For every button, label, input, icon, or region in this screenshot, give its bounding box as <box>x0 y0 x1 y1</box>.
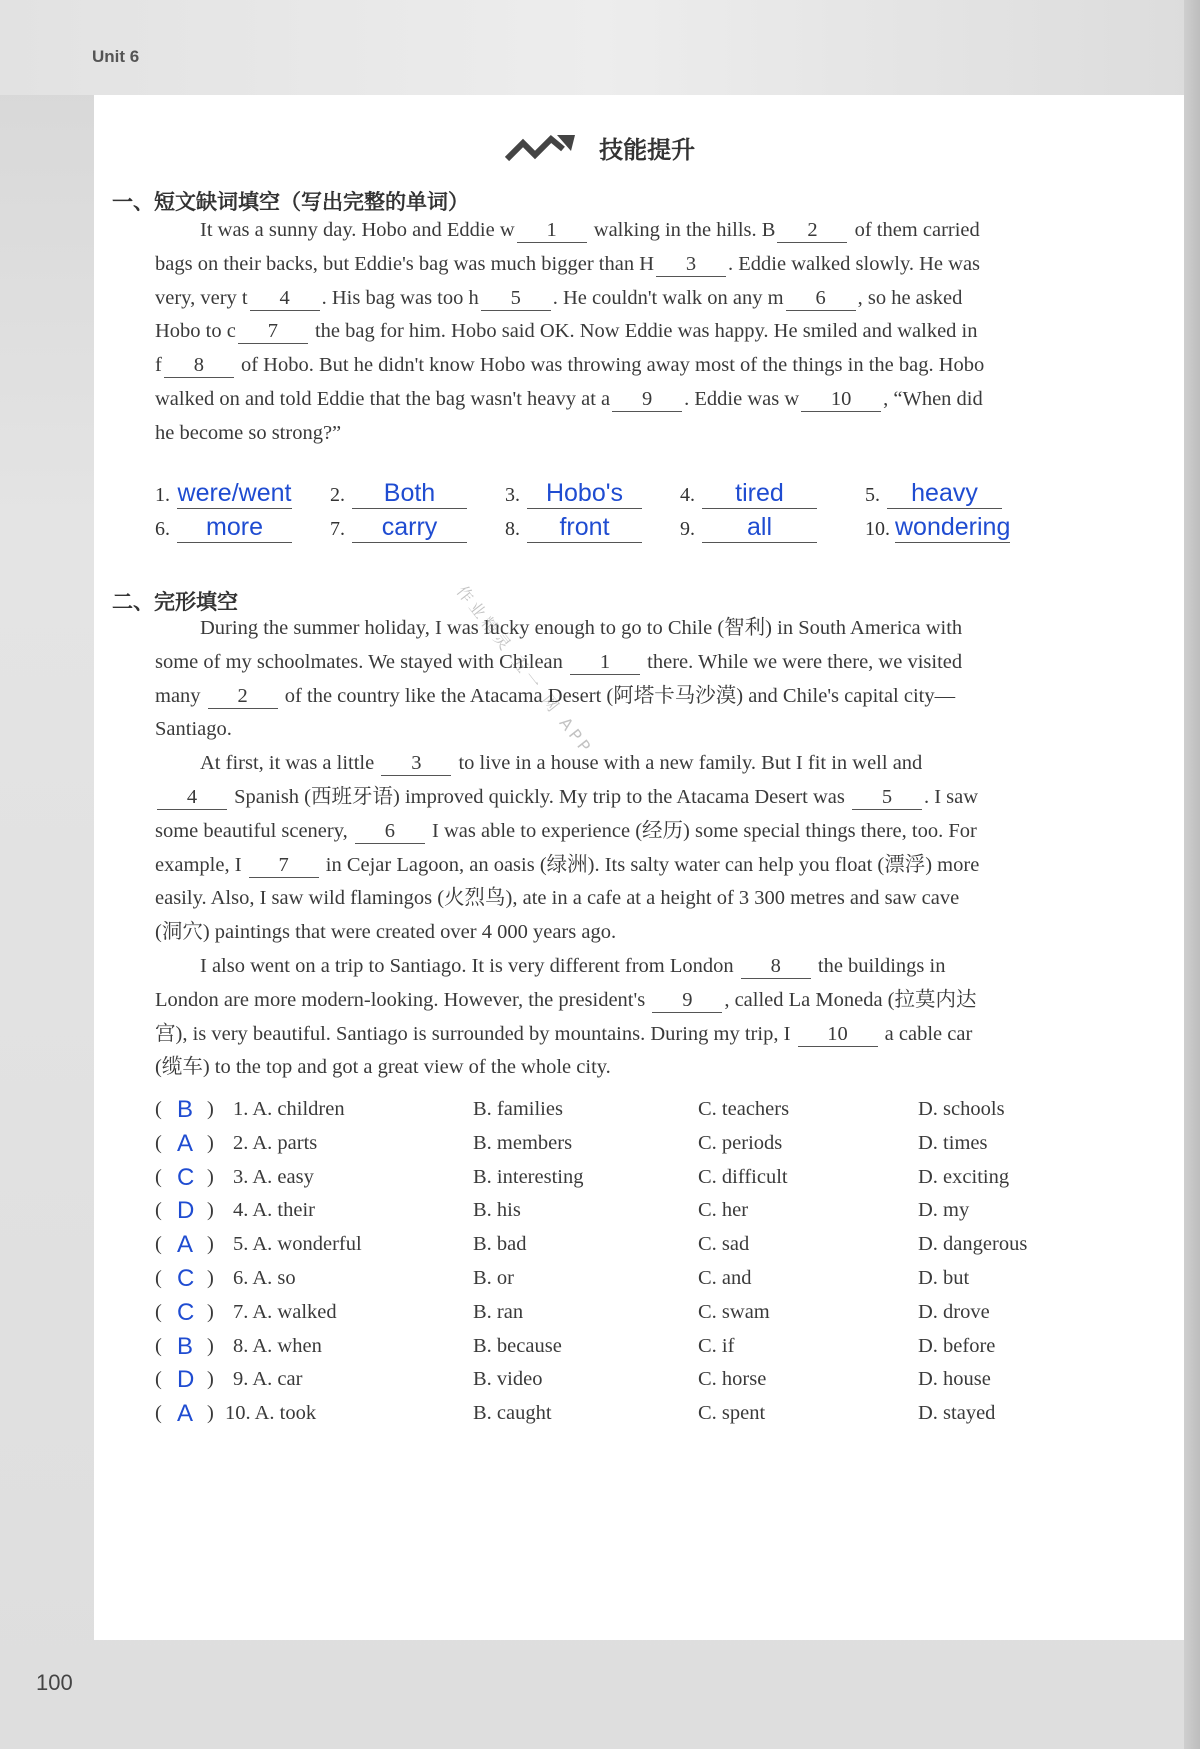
passage-text: . Eddie walked slowly. He was <box>728 252 981 275</box>
choice-row <box>155 1163 1095 1198</box>
passage-text: . He couldn't walk on any m <box>552 286 784 309</box>
paren-close: ) <box>207 1233 214 1256</box>
passage-text: , so he asked <box>857 286 963 309</box>
passage-line <box>155 747 1085 781</box>
paren-open: ( <box>155 1267 162 1289</box>
passage-text: easily. Also, I saw wild flamingos (火烈鸟), ate in a cafe at a height of 3 300 metres and saw cave <box>155 887 960 910</box>
passage-text: he become so strong?” <box>155 421 342 444</box>
blank-4: 4 <box>250 286 320 311</box>
paren-close: ) <box>207 1131 214 1154</box>
passage-line <box>155 680 1085 714</box>
passage-line <box>155 248 1085 282</box>
option-c: C. periods <box>698 1131 783 1154</box>
option-d: D. but <box>918 1267 970 1289</box>
passage-line <box>155 383 1085 417</box>
answer-value: tired <box>702 478 817 509</box>
answer-item <box>865 478 1002 509</box>
passage-text: , “When did <box>883 387 983 410</box>
choice-row <box>155 1368 1095 1400</box>
paren-open: ( <box>155 1300 162 1323</box>
passage-text: Hobo to c <box>155 320 236 343</box>
paren-close: ) <box>207 1402 214 1425</box>
option-a: 3. A. easy <box>233 1165 314 1188</box>
option-c: C. spent <box>698 1402 766 1425</box>
paren-close: ) <box>207 1334 214 1357</box>
section2-passage <box>155 612 1085 1085</box>
selected-answer: A <box>177 1129 194 1157</box>
answer-number: 2. <box>330 484 345 506</box>
answer-number: 10. <box>865 518 890 540</box>
option-a: 2. A. parts <box>233 1131 318 1154</box>
passage-text: there. While we were there, we visited <box>642 650 963 673</box>
paren-open: ( <box>155 1165 162 1188</box>
passage-line <box>155 349 1085 383</box>
passage-line <box>155 916 1085 950</box>
passage-text: walked on and told Eddie that the bag wasn't heavy at a <box>155 387 611 410</box>
paren-open: ( <box>155 1199 162 1222</box>
passage-text: some beautiful scenery, <box>155 819 353 842</box>
paren-open: ( <box>155 1334 162 1357</box>
passage-text: Spanish (西班牙语) improved quickly. My trip to the Atacama Desert was <box>229 785 850 808</box>
trend-arrow-icon <box>505 133 577 169</box>
option-c: C. swam <box>698 1300 770 1323</box>
answer-item <box>155 512 292 543</box>
answer-row-1 <box>155 478 1105 512</box>
passage-line <box>155 984 1085 1018</box>
option-c: C. sad <box>698 1233 750 1256</box>
passage-text: Santiago. <box>155 718 232 741</box>
option-b: B. bad <box>473 1233 527 1256</box>
option-a: 10. A. took <box>225 1402 317 1425</box>
answer-item <box>505 512 642 543</box>
option-d: D. stayed <box>918 1402 996 1425</box>
watermark: 作业精灵 五一 网 APP <box>452 581 597 759</box>
option-d: D. house <box>918 1368 991 1391</box>
section2-title: 二、完形填空 <box>112 590 238 614</box>
selected-answer: A <box>177 1231 194 1259</box>
blank-1: 1 <box>570 650 640 675</box>
paren-open: ( <box>155 1131 162 1154</box>
passage-text: some of my schoolmates. We stayed with Chilean <box>155 650 569 673</box>
passage-text: (缆车) to the top and got a great view of the whole city. <box>155 1056 611 1079</box>
passage-line <box>155 882 1085 916</box>
option-d: D. schools <box>918 1098 1005 1120</box>
answer-value: more <box>177 512 292 543</box>
paren-close: ) <box>207 1300 214 1323</box>
choice-row <box>155 1298 1095 1333</box>
paren-close: ) <box>207 1267 214 1289</box>
answer-number: 5. <box>865 484 880 506</box>
blank-10: 10 <box>798 1022 878 1047</box>
passage-line <box>155 214 1085 248</box>
blank-8: 8 <box>164 353 234 378</box>
blank-6: 6 <box>786 286 856 311</box>
answer-value: Both <box>352 478 467 509</box>
passage-text: (洞穴) paintings that were created over 4 000 years ago. <box>155 921 617 944</box>
passage-text: f <box>155 354 162 377</box>
answer-item <box>680 512 817 543</box>
passage-line <box>155 950 1085 984</box>
passage-line <box>155 1051 1085 1085</box>
choice-row <box>155 1098 1095 1130</box>
page-edge <box>1184 0 1200 1749</box>
section1-title: 一、短文缺词填空（写出完整的单词） <box>112 190 469 214</box>
option-d: D. drove <box>918 1300 990 1323</box>
answer-number: 9. <box>680 518 695 540</box>
option-c: C. her <box>698 1199 749 1222</box>
option-d: D. my <box>918 1199 970 1222</box>
option-b: B. interesting <box>473 1165 584 1188</box>
blank-5: 5 <box>852 785 922 810</box>
passage-text: bags on their backs, but Eddie's bag was much bigger than H <box>155 252 654 275</box>
choice-row <box>155 1233 1095 1265</box>
option-b: B. his <box>473 1199 521 1222</box>
passage-text: the bag for him. Hobo said OK. Now Eddie was happy. He smiled and walked in <box>309 320 978 343</box>
option-b: B. caught <box>473 1402 552 1425</box>
choice-row <box>155 1267 1095 1299</box>
passage-text: I was able to experience (经历) some special things there, too. For <box>426 819 977 842</box>
passage-text: a cable car <box>879 1022 973 1045</box>
answer-row-2 <box>155 512 1105 546</box>
paren-open: ( <box>155 1402 162 1425</box>
blank-7: 7 <box>249 853 319 878</box>
passage-text: At first, it was a little <box>200 752 380 775</box>
choice-row <box>155 1332 1095 1367</box>
passage-line <box>155 612 1085 646</box>
selected-answer: A <box>177 1400 194 1428</box>
answer-item <box>155 478 292 509</box>
passage-line <box>155 1018 1085 1052</box>
choice-row <box>155 1129 1095 1164</box>
answer-value: Hobo's <box>527 478 642 509</box>
blank-3: 3 <box>656 252 726 277</box>
choice-row <box>155 1402 1095 1434</box>
passage-text: many <box>155 684 206 707</box>
passage-line <box>155 781 1085 815</box>
passage-text: . His bag was too h <box>321 286 479 309</box>
option-c: C. horse <box>698 1368 767 1391</box>
answer-value: were/went <box>177 479 292 507</box>
paren-open: ( <box>155 1368 162 1391</box>
option-a: 7. A. walked <box>233 1300 337 1323</box>
passage-text: of them carried <box>849 219 980 241</box>
answer-item <box>680 478 817 509</box>
passage-text: 宫), is very beautiful. Santiago is surrounded by mountains. During my trip, I <box>155 1022 796 1045</box>
option-d: D. before <box>918 1334 996 1357</box>
header-title: 技能提升 <box>599 136 696 164</box>
page-number: 100 <box>36 1670 73 1695</box>
blank-6: 6 <box>355 819 425 844</box>
blank-7: 7 <box>238 319 308 344</box>
passage-text: to live in a house with a new family. But I fit in well and <box>453 752 923 775</box>
option-b: B. ran <box>473 1300 524 1323</box>
option-a: 5. A. wonderful <box>233 1233 362 1256</box>
paren-close: ) <box>207 1098 214 1120</box>
answer-item <box>865 512 1010 543</box>
selected-answer: D <box>177 1197 195 1225</box>
passage-text: very, very t <box>155 286 248 309</box>
selected-answer: D <box>177 1366 195 1394</box>
selected-answer: B <box>177 1096 194 1123</box>
passage-text: . I saw <box>923 785 979 808</box>
option-b: B. or <box>473 1267 514 1289</box>
passage-text: in Cejar Lagoon, an oasis (绿洲). Its salty water can help you float (漂浮) more <box>320 853 980 876</box>
blank-1: 1 <box>517 218 587 243</box>
paren-close: ) <box>207 1165 214 1188</box>
choice-row <box>155 1199 1095 1231</box>
selected-answer: C <box>177 1163 195 1191</box>
paren-open: ( <box>155 1233 162 1256</box>
option-b: B. because <box>473 1334 562 1357</box>
answer-value: heavy <box>887 478 1002 509</box>
blank-3: 3 <box>381 751 451 776</box>
option-a: 9. A. car <box>233 1368 303 1391</box>
blank-8: 8 <box>741 954 811 979</box>
blank-9: 9 <box>612 387 682 412</box>
passage-line <box>155 417 1085 451</box>
answer-item <box>330 512 467 543</box>
answer-number: 6. <box>155 518 170 540</box>
passage-line <box>155 282 1085 316</box>
passage-line <box>155 849 1085 883</box>
page-header <box>0 130 1200 169</box>
passage-text: I also went on a trip to Santiago. It is very different from London <box>200 954 739 977</box>
section1-passage <box>155 214 1085 451</box>
blank-2: 2 <box>777 218 847 243</box>
paren-close: ) <box>207 1368 214 1391</box>
top-strip <box>0 0 1200 95</box>
option-a: 8. A. when <box>233 1334 322 1357</box>
passage-line <box>155 815 1085 849</box>
answer-number: 7. <box>330 518 345 540</box>
answer-value: carry <box>352 512 467 543</box>
blank-4: 4 <box>157 785 227 810</box>
option-b: B. video <box>473 1368 543 1391</box>
passage-text: of the country like the Atacama Desert (阿塔卡马沙漠) and Chile's capital city— <box>279 684 956 707</box>
option-d: D. times <box>918 1131 988 1154</box>
selected-answer: C <box>177 1298 195 1326</box>
option-c: C. teachers <box>698 1098 790 1120</box>
answer-number: 3. <box>505 484 520 506</box>
option-b: B. families <box>473 1098 563 1120</box>
blank-9: 9 <box>652 988 722 1013</box>
passage-text: the buildings in <box>812 954 946 977</box>
passage-text: of Hobo. But he didn't know Hobo was throwing away most of the things in the bag. Hobo <box>235 354 985 377</box>
passage-text: example, I <box>155 853 247 876</box>
answer-number: 4. <box>680 484 695 506</box>
passage-text: It was a sunny day. Hobo and Eddie w <box>200 219 515 241</box>
selected-answer: B <box>177 1332 194 1360</box>
passage-text: During the summer holiday, I was lucky enough to go to Chile (智利) in South America with <box>200 617 963 639</box>
passage-text: , called La Moneda (拉莫内达 <box>724 988 977 1011</box>
option-c: C. difficult <box>698 1165 788 1188</box>
answer-number: 8. <box>505 518 520 540</box>
passage-text: London are more modern-looking. However, the president's <box>155 988 651 1011</box>
selected-answer: C <box>177 1265 195 1292</box>
option-a: 4. A. their <box>233 1199 315 1222</box>
paren-close: ) <box>207 1199 214 1222</box>
passage-text: . Eddie was w <box>684 387 800 410</box>
answer-item <box>330 478 467 509</box>
option-a: 6. A. so <box>233 1267 296 1289</box>
option-d: D. exciting <box>918 1165 1010 1188</box>
passage-line <box>155 315 1085 349</box>
blank-2: 2 <box>208 684 278 709</box>
answer-value: front <box>527 512 642 543</box>
unit-label: Unit 6 <box>92 47 140 66</box>
paren-open: ( <box>155 1098 162 1120</box>
answer-value: wondering <box>895 513 1011 541</box>
passage-text: walking in the hills. B <box>588 219 776 241</box>
option-c: C. and <box>698 1267 752 1289</box>
option-a: 1. A. children <box>233 1098 345 1120</box>
option-d: D. dangerous <box>918 1233 1028 1256</box>
passage-line <box>155 646 1085 680</box>
blank-10: 10 <box>801 387 881 412</box>
answer-value: all <box>702 512 817 543</box>
answer-item <box>505 478 642 509</box>
option-b: B. members <box>473 1131 573 1154</box>
passage-line <box>155 713 1085 747</box>
option-c: C. if <box>698 1334 735 1357</box>
answer-number: 1. <box>155 484 170 506</box>
blank-5: 5 <box>481 286 551 311</box>
